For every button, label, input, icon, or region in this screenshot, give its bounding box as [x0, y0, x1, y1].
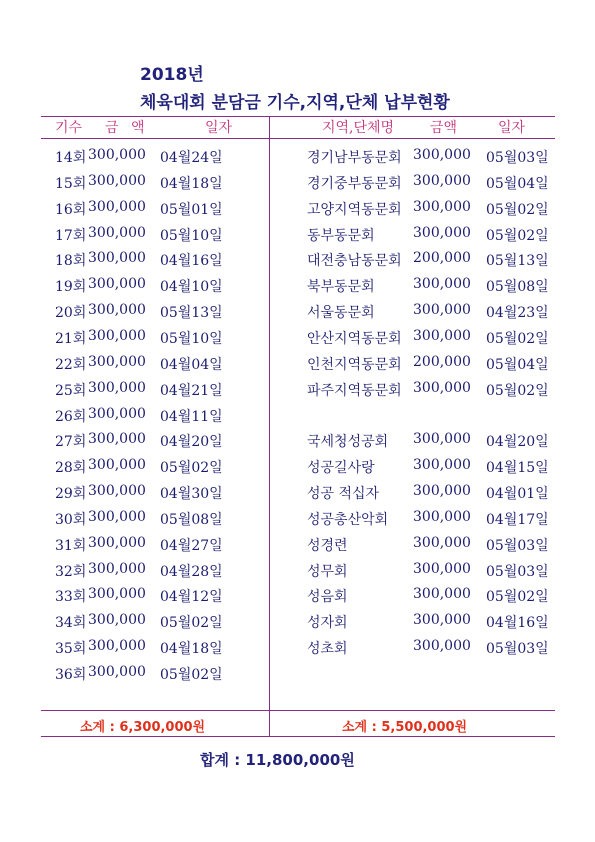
amount: 300,000: [413, 534, 471, 551]
date: 05월02일: [486, 589, 549, 606]
date: 05월13일: [160, 305, 223, 322]
amount: 300,000: [88, 586, 146, 603]
subtotal-left: 소계 : 6,300,000원: [80, 720, 206, 735]
date: 05월03일: [486, 150, 549, 166]
class-number: 21회: [55, 330, 87, 347]
amount: 300,000: [413, 327, 471, 344]
organization-name: 동부동문회: [307, 227, 375, 244]
organization-name: 인천지역동문회: [307, 356, 402, 373]
date: 05월04일: [486, 356, 549, 373]
organization-name: 대전충남동문회: [307, 253, 402, 270]
amount: 200,000: [413, 250, 471, 267]
class-number: 27회: [55, 434, 87, 451]
class-number: 28회: [55, 460, 87, 477]
subtotal-top-rule: [41, 710, 555, 711]
amount: 300,000: [413, 147, 471, 163]
date: 05월02일: [486, 227, 549, 244]
header-date-left: 일자: [205, 120, 233, 136]
organization-name: 성공총산악회: [307, 511, 389, 528]
date: 05월08일: [160, 511, 223, 528]
amount: 300,000: [88, 664, 146, 680]
date: 04월01일: [486, 486, 549, 503]
header-bottom-rule: [41, 138, 555, 139]
class-number: 22회: [55, 356, 87, 373]
date: 04월21일: [160, 382, 223, 399]
date: 05월08일: [486, 279, 549, 296]
amount: 300,000: [413, 586, 471, 603]
amount: 300,000: [88, 276, 146, 293]
organization-name: 고양지역동문회: [307, 201, 402, 218]
amount: 300,000: [88, 508, 146, 525]
amount: 300,000: [88, 457, 146, 474]
date: 05월02일: [160, 667, 223, 683]
date: 04월28일: [160, 563, 223, 580]
amount: 300,000: [413, 560, 471, 577]
header-org-name: 지역,단체명: [322, 120, 395, 136]
organization-name: 성경련: [307, 537, 348, 554]
column-divider: [269, 116, 270, 737]
organization-name: 북부동문회: [307, 279, 375, 296]
date: 04월10일: [160, 279, 223, 296]
amount: 300,000: [88, 172, 146, 189]
class-number: 32회: [55, 563, 87, 580]
amount: 300,000: [88, 302, 146, 319]
date: 05월10일: [160, 330, 223, 347]
amount: 300,000: [88, 612, 146, 629]
date: 04월17일: [486, 511, 549, 528]
organization-name: 성자회: [307, 615, 348, 632]
class-number: 20회: [55, 305, 87, 322]
class-number: 14회: [55, 150, 87, 166]
date: 04월18일: [160, 175, 223, 192]
amount: 300,000: [413, 379, 471, 396]
class-number: 19회: [55, 279, 87, 296]
header-amount-left: 금 액: [105, 120, 145, 136]
date: 04월20일: [160, 434, 223, 451]
amount: 300,000: [88, 379, 146, 396]
header-amount-right: 금액: [430, 120, 458, 136]
organization-name: 성음회: [307, 589, 348, 606]
amount: 300,000: [88, 560, 146, 577]
date: 05월01일: [160, 201, 223, 218]
date: 05월13일: [486, 253, 549, 270]
organization-name: 성공 적십자: [307, 486, 380, 503]
amount: 300,000: [88, 638, 146, 655]
date: 04월23일: [486, 305, 549, 322]
amount: 300,000: [413, 457, 471, 474]
amount: 300,000: [88, 353, 146, 370]
amount: 300,000: [413, 198, 471, 215]
class-number: 30회: [55, 511, 87, 528]
subtotal-right: 소계 : 5,500,000원: [342, 720, 468, 735]
date: 05월02일: [486, 330, 549, 347]
date: 04월11일: [160, 408, 223, 425]
organization-name: 성공길사랑: [307, 460, 375, 477]
date: 04월04일: [160, 356, 223, 373]
class-number: 33회: [55, 589, 87, 606]
amount: 300,000: [88, 147, 146, 163]
amount: 300,000: [88, 327, 146, 344]
class-number: 18회: [55, 253, 87, 270]
organization-name: 안산지역동문회: [307, 330, 402, 347]
amount: 300,000: [413, 508, 471, 525]
date: 04월16일: [160, 253, 223, 270]
amount: 300,000: [413, 302, 471, 319]
organization-name: 파주지역동문회: [307, 382, 402, 399]
header-class-no: 기수: [55, 120, 83, 136]
date: 04월16일: [486, 615, 549, 632]
class-number: 36회: [55, 667, 87, 683]
organization-name: 국세청성공회: [307, 434, 389, 451]
amount: 300,000: [88, 198, 146, 215]
header-date-right: 일자: [498, 120, 526, 136]
date: 04월12일: [160, 589, 223, 606]
date: 05월03일: [486, 641, 549, 658]
date: 05월03일: [486, 537, 549, 554]
organization-name: 성무회: [307, 563, 348, 580]
date: 04월30일: [160, 486, 223, 503]
date: 05월10일: [160, 227, 223, 244]
amount: 300,000: [88, 534, 146, 551]
date: 05월04일: [486, 175, 549, 192]
title-year: 2018년: [140, 65, 204, 85]
date: 04월27일: [160, 537, 223, 554]
amount: 300,000: [413, 172, 471, 189]
subtotal-bottom-rule: [41, 736, 555, 737]
amount: 200,000: [413, 353, 471, 370]
class-number: 26회: [55, 408, 87, 425]
amount: 300,000: [88, 224, 146, 241]
date: 04월15일: [486, 460, 549, 477]
amount: 300,000: [413, 276, 471, 293]
amount: 300,000: [413, 638, 471, 655]
date: 04월18일: [160, 641, 223, 658]
amount: 300,000: [88, 483, 146, 500]
class-number: 25회: [55, 382, 87, 399]
amount: 300,000: [413, 431, 471, 448]
class-number: 34회: [55, 615, 87, 632]
class-number: 16회: [55, 201, 87, 218]
class-number: 35회: [55, 641, 87, 658]
amount: 300,000: [88, 431, 146, 448]
date: 05월02일: [486, 382, 549, 399]
date: 05월02일: [486, 201, 549, 218]
date: 04월20일: [486, 434, 549, 451]
organization-name: 서울동문회: [307, 305, 375, 322]
page-title: 체육대회 분담금 기수,지역,단체 납부현황: [140, 93, 450, 113]
date: 05월03일: [486, 563, 549, 580]
class-number: 31회: [55, 537, 87, 554]
date: 05월02일: [160, 460, 223, 477]
organization-name: 경기남부동문회: [307, 150, 402, 166]
organization-name: 경기중부동문회: [307, 175, 402, 192]
class-number: 29회: [55, 486, 87, 503]
class-number: 17회: [55, 227, 87, 244]
date: 05월02일: [160, 615, 223, 632]
amount: 300,000: [413, 224, 471, 241]
amount: 300,000: [413, 612, 471, 629]
amount: 300,000: [413, 483, 471, 500]
amount: 300,000: [88, 405, 146, 422]
grand-total: 합계 : 11,800,000원: [200, 751, 355, 769]
amount: 300,000: [88, 250, 146, 267]
date: 04월24일: [160, 150, 223, 166]
class-number: 15회: [55, 175, 87, 192]
organization-name: 성초회: [307, 641, 348, 658]
